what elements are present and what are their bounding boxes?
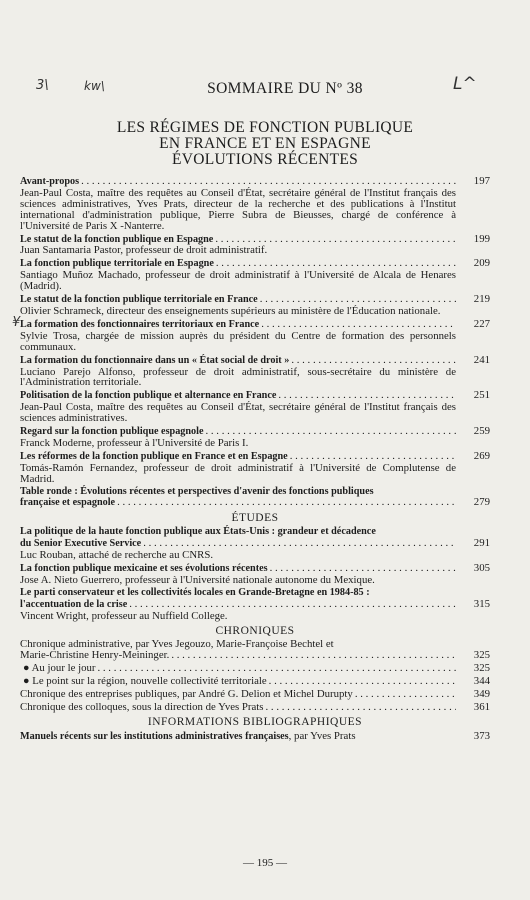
toc-entry-author: Olivier Schrameck, directeur des enseignements supérieurs au ministère de l'Éducation nationale. [20,304,441,317]
page-number: 269 [473,449,490,462]
page-number: 197 [473,175,490,187]
toc-entry[interactable] [20,639,490,661]
page-number: 199 [473,232,490,245]
page-footer-number: — 195 — [243,857,287,869]
toc-entry[interactable] [20,234,490,257]
leader-dots [216,258,456,269]
page-number: 227 [473,317,490,330]
handwritten-note: 3\ [36,78,49,93]
page-number: 361 [473,700,490,713]
leader-dots [98,663,457,674]
toc-entry-author: Santiago Muñoz Machado, professeur de droit administratif à l'Université de Alcala de Henares (Madrid). [20,269,456,293]
toc-entry[interactable] [20,588,490,622]
toc-entry[interactable] [20,390,490,424]
toc-entry-title: Chronique administrative, par Yves Jegouzo, Marie-Françoise Bechtel et [20,638,334,651]
toc-entry-title: La fonction publique territoriale en Espagne [20,258,214,270]
page-number: 291 [473,537,490,550]
toc-entry-title: Avant-propos [20,176,80,187]
page-number: 373 [473,729,490,742]
toc-entry-author: Juan Santamaria Pastor, professeur de droit administratif. [20,244,268,257]
leader-dots [143,538,456,549]
page-number: 325 [473,662,490,675]
toc-entry[interactable] [20,731,490,743]
toc-entry[interactable] [20,676,490,687]
toc-entry-title: Le parti conservateur et les collectivités locales en Grande-Bretagne en 1984-85 : [20,586,370,598]
toc-entry-title: Marie-Christine Henry-Meininger. [20,649,170,662]
toc-entry-title: La fonction publique mexicaine et ses évolutions récentes [20,563,268,574]
page-number: 305 [473,562,490,574]
page-number: 219 [473,293,490,306]
toc-entry-title: Table ronde : Évolutions récentes et perspectives d'avenir des fonctions publiques [20,485,374,497]
toc-entry-author: Tomás-Ramón Fernandez, professeur de droit administratif à l'Université de Complutense de Madrid. [20,461,456,485]
handwritten-note: L^ [453,74,477,94]
leader-dots [260,294,456,305]
toc-entry[interactable] [20,294,490,317]
toc-entry-author: Sylvie Trosa, chargée de mission auprès du président du Centre de formation des personnels communaux. [20,329,456,353]
toc-entry[interactable] [20,689,490,700]
page-number: 241 [473,353,490,366]
toc-entry[interactable] [20,176,490,232]
leader-dots [278,390,456,401]
toc-entry[interactable] [20,355,490,389]
leader-dots [291,355,456,366]
leader-dots [290,451,456,462]
toc-entry-title: Manuels récents sur les institutions administratives françaises [20,730,289,742]
toc-entry-title: Le statut de la fonction publique en Espagne [20,233,214,245]
leader-dots [171,650,456,661]
toc-entry-title: Chronique des entreprises publiques, par André G. Delion et Michel Durupty [20,688,353,701]
page-number: 344 [473,675,490,688]
toc-entry-title: Politisation de la fonction publique et alternance en France [20,390,277,402]
toc-entry-author: Jose A. Nieto Guerrero, professeur à l'Université nationale autonome du Mexique. [20,573,375,586]
page-header: SOMMAIRE DU Nº 38 [207,80,363,97]
leader-dots [206,426,457,437]
toc-entry[interactable] [20,258,490,292]
toc-entry-title: du Senior Executive Service [20,538,142,550]
toc-entry-author: Jean-Paul Costa, maître des requêtes au Conseil d'État, secrétaire général de l'Institut français des sciences administratives. [20,401,456,425]
toc-entry-title: Le statut de la fonction publique territoriale en France [20,294,258,306]
issue-title-line: LES RÉGIMES DE FONCTION PUBLIQUE [116,119,414,136]
page-number: 349 [473,688,490,701]
toc-entry-title: La politique de la haute fonction publique aux États-Unis : grandeur et décadence [20,526,376,538]
page-number: 325 [473,649,490,662]
leader-dots [355,689,456,700]
handwritten-mark: ¥ [12,315,21,330]
toc-entry-title: française et espagnole [20,497,116,509]
toc-entry-title: Les réformes de la fonction publique en France et en Espagne [20,450,288,462]
page-number: 279 [473,496,490,509]
toc-entry-author: Vincent Wright, professeur au Nuffield College. [20,609,228,622]
leader-dots [117,497,456,508]
toc-entry-title: Chronique des colloques, sous la direction de Yves Prats [20,700,264,713]
toc-entry[interactable] [20,563,490,586]
leader-dots [266,702,456,713]
page-number: 315 [473,597,490,610]
toc-entry-author: Luc Rouban, attaché de recherche au CNRS. [20,549,214,562]
toc-entry-title: Regard sur la fonction publique espagnole [20,426,204,438]
toc-entry-title: La formation du fonctionnaire dans un « État social de droit » [20,354,290,366]
leader-dots [215,234,456,245]
toc-entry-title: l'accentuation de la crise [20,598,128,610]
toc-entry[interactable] [20,663,490,674]
toc-entry-title: ● Le point sur la région, nouvelle collectivité territoriale [23,675,267,688]
section-heading-chroniques: CHRONIQUES [215,624,295,637]
section-heading-etudes: ÉTUDES [231,512,279,525]
leader-dots [269,676,456,687]
toc-entry-author: Luciano Parejo Alfonso, professeur de droit administratif, sous-secrétaire du ministère de l'Administration territoriale. [20,365,456,389]
leader-dots [129,599,456,610]
section-heading-informations: INFORMATIONS BIBLIOGRAPHIQUES [147,715,363,728]
issue-title-line: EN FRANCE ET EN ESPAGNE [159,135,371,152]
leader-dots [261,319,456,330]
toc-entry-author: , par Yves Prats [288,729,356,742]
handwritten-note: kw\ [84,79,105,93]
toc-entry-author: Jean-Paul Costa, maître des requêtes au Conseil d'État, secrétaire général de l'Institut français des sciences administratives, Yves Prats, directeur de la recherche et des publications à l'Institut international d'administration publique, Pierre Subra de Bieusses, chargé de conférence à l'Université de Paris X -Nanterre. [20,186,456,232]
toc-entry[interactable] [20,527,490,561]
table-of-contents [20,176,490,745]
toc-entry[interactable] [20,702,490,713]
toc-entry-author: Franck Moderne, professeur à l'Université de Paris I. [20,436,249,449]
leader-dots [81,176,456,187]
issue-title-line: ÉVOLUTIONS RÉCENTES [171,151,359,168]
page-number: 251 [473,389,490,402]
leader-dots [270,563,456,574]
page-number: 209 [473,257,490,270]
page-number: 259 [473,425,490,438]
toc-entry-title: La formation des fonctionnaires territoriaux en France [20,318,260,330]
toc-entry[interactable] [20,426,490,449]
toc-entry[interactable] [20,451,490,485]
toc-entry-title: ● Au jour le jour [23,662,96,675]
toc-entry[interactable] [20,319,490,353]
toc-entry[interactable] [20,487,490,510]
